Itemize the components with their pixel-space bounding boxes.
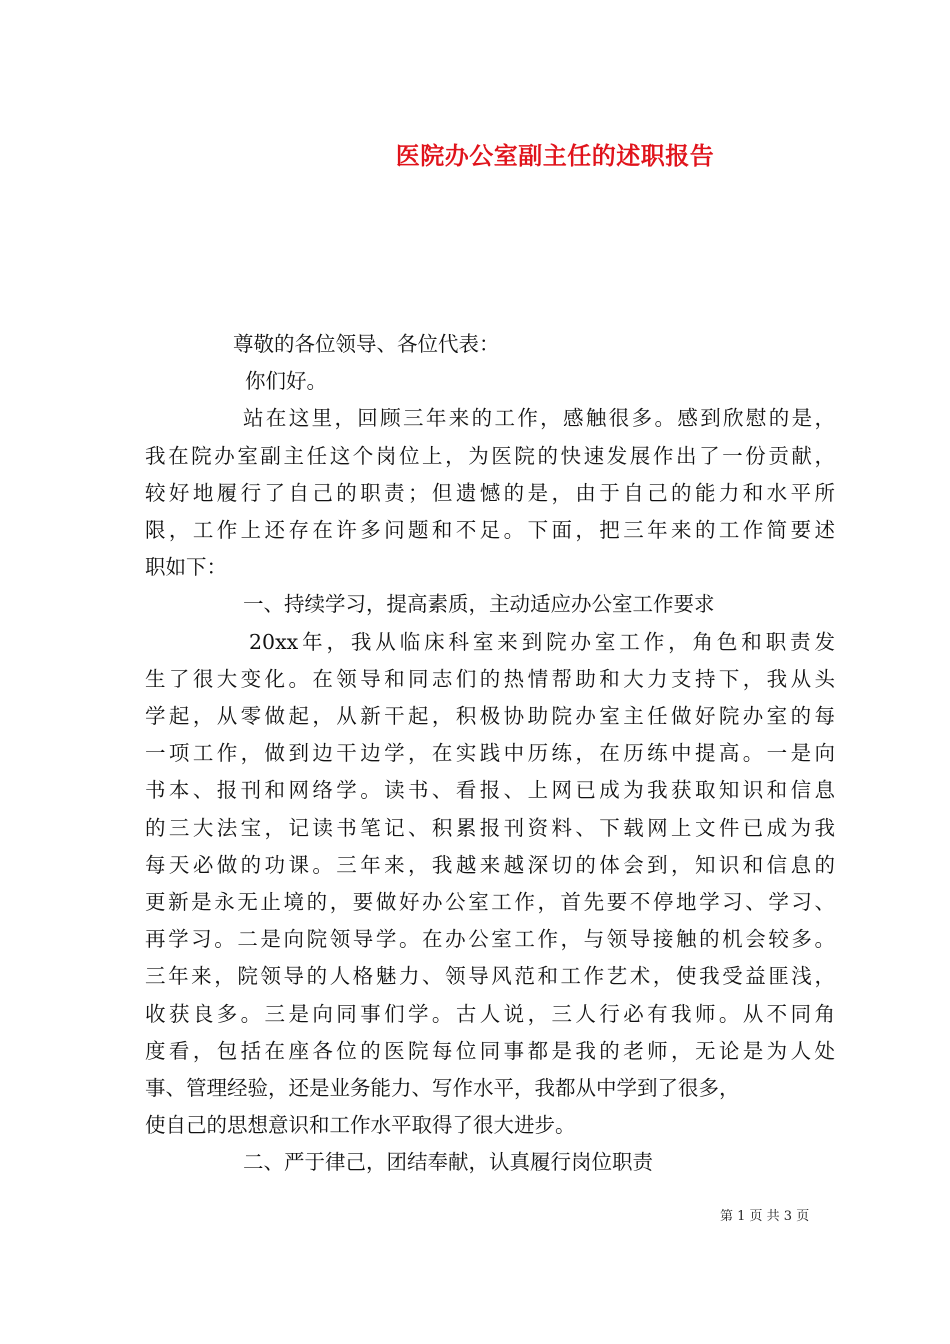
section1-line: 三年来，院领导的人格魅力、领导风范和工作艺术，使我受益匪浅，: [145, 964, 835, 989]
intro-line: 限，工作上还存在许多问题和不足。下面，把三年来的工作简要述: [145, 518, 835, 543]
section-heading-2: 二、严于律己，团结奉献，认真履行岗位职责: [243, 1150, 653, 1175]
section1-line: 一项工作，做到边干边学，在实践中历练，在历练中提高。一是向: [145, 741, 835, 766]
document-body: [145, 326, 835, 1182]
hello-line: 你们好。: [245, 369, 327, 394]
section1-line: 生了很大变化。在领导和同志们的热情帮助和大力支持下，我从头: [145, 666, 835, 691]
section1-line: 的三大法宝，记读书笔记、积累报刊资料、下载网上文件已成为我: [145, 815, 835, 840]
section1-line: 更新是永无止境的，要做好办公室工作，首先要不停地学习、学习、: [145, 890, 835, 915]
intro-line: 较好地履行了自己的职责；但遗憾的是，由于自己的能力和水平所: [145, 480, 835, 505]
section1-line: 再学习。二是向院领导学。在办公室工作，与领导接触的机会较多。: [145, 927, 835, 952]
section1-line: 度看，包括在座各位的医院每位同事都是我的老师，无论是为人处: [145, 1038, 835, 1063]
section1-line: 学起，从零做起，从新干起，积极协助院办室主任做好院办室的每: [145, 704, 835, 729]
section1-line: 每天必做的功课。三年来，我越来越深切的体会到，知识和信息的: [145, 852, 835, 877]
section1-line: 使自己的思想意识和工作水平取得了很大进步。: [145, 1113, 576, 1138]
section1-line: 20xx年，我从临床科室来到院办室工作，角色和职责发: [249, 629, 835, 654]
section1-line: 收获良多。三是向同事们学。古人说，三人行必有我师。从不同角: [145, 1001, 835, 1026]
intro-line: 站在这里，回顾三年来的工作，感触很多。感到欣慰的是，: [243, 406, 835, 431]
page-number: 第 1 页 共 3 页: [720, 1209, 810, 1224]
intro-line: 职如下：: [145, 555, 227, 580]
section-heading-1: 一、持续学习，提高素质，主动适应办公室工作要求: [243, 592, 715, 617]
greeting-line: 尊敬的各位领导、各位代表：: [233, 332, 500, 356]
intro-line: 我在院办室副主任这个岗位上，为医院的快速发展作出了一份贡献，: [145, 443, 835, 468]
section1-line: 书本、报刊和网络学。读书、看报、上网已成为我获取知识和信息: [145, 778, 835, 803]
section1-line: 事、管理经验，还是业务能力、写作水平，我都从中学到了很多，: [145, 1076, 740, 1101]
document-title: 医院办公室副主任的述职报告: [395, 141, 715, 170]
